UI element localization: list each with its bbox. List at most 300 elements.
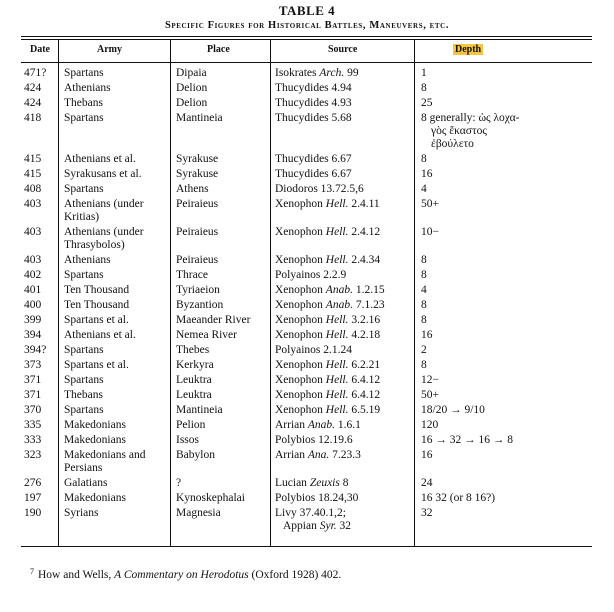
army-cell [64, 419, 126, 432]
place-line: Kerkyra [176, 359, 214, 371]
source-line [275, 97, 352, 110]
army-line: Makedonians [64, 492, 126, 504]
table-row [0, 374, 614, 389]
army-line: Spartans [64, 183, 104, 195]
date-value: 415 [24, 153, 42, 165]
table-body [0, 67, 614, 535]
source-author: Xenophon [275, 359, 326, 371]
table-row [0, 183, 614, 198]
place-line: Dipaia [176, 67, 207, 79]
army-cell [64, 97, 103, 110]
source-work: Hell. [325, 198, 349, 210]
source-cell [275, 198, 380, 211]
source-author: Polybios 12.19.6 [275, 434, 353, 446]
depth-line: 8 [421, 314, 427, 326]
army-line: Ten Thousand [64, 299, 130, 311]
source-ref: 32 [336, 520, 352, 532]
source-author: Xenophon [275, 299, 326, 311]
army-cell [64, 226, 144, 252]
place-cell [176, 507, 221, 520]
source-cell [275, 449, 361, 462]
table-row [0, 82, 614, 97]
date-cell [24, 507, 54, 520]
army-cell [64, 359, 129, 372]
place-line: Kynoskephalai [176, 492, 245, 504]
depth-line: 8 [421, 153, 427, 165]
date-cell [24, 269, 54, 282]
depth-cell [421, 492, 495, 505]
place-cell [176, 269, 208, 282]
table-row [0, 344, 614, 359]
place-line: Peiraieus [176, 254, 219, 266]
source-line [275, 477, 348, 490]
place-cell [176, 374, 212, 387]
place-line: Leuktra [176, 374, 212, 386]
date-value: 394 [24, 329, 42, 341]
date-cell [24, 359, 54, 372]
source-cell [275, 477, 348, 490]
date-cell [24, 183, 54, 196]
place-line: Tyriaeion [176, 284, 220, 296]
place-cell [176, 198, 218, 211]
army-line: Ten Thousand [64, 284, 130, 296]
place-line: ? [176, 477, 182, 489]
depth-line: 18/20 → 9/10 [421, 404, 485, 416]
source-author: Xenophon [275, 198, 326, 210]
depth-cell [421, 404, 485, 417]
place-cell [176, 183, 209, 196]
source-line [275, 183, 364, 196]
source-ref: 6.4.12 [348, 389, 381, 401]
place-line: Thebes [176, 344, 210, 356]
table-row [0, 112, 614, 153]
depth-cell [421, 359, 427, 372]
army-line: Athenians [64, 82, 111, 94]
date-value: 471? [24, 67, 47, 79]
army-cell [64, 389, 103, 402]
source-line [275, 344, 352, 357]
army-line: Spartans [64, 344, 104, 356]
place-cell [176, 299, 223, 312]
source-work: Anab. [325, 299, 353, 311]
army-line: Athenians [64, 254, 111, 266]
date-value: 415 [24, 168, 42, 180]
place-line: Magnesia [176, 507, 221, 519]
place-cell [176, 344, 209, 357]
source-ref: 2.4.12 [348, 226, 381, 238]
source-work: Hell. [325, 254, 349, 266]
date-value: 276 [24, 477, 42, 489]
army-cell [64, 477, 107, 490]
depth-line: γὸς ἕκαστος [431, 125, 487, 137]
source-author: Polybios 18.24,30 [275, 492, 359, 504]
source-ref: 7.1.23 [352, 299, 385, 311]
army-line: Syrakusans et al. [64, 168, 142, 180]
depth-cell [421, 329, 433, 342]
table-row [0, 97, 614, 112]
table-row [0, 507, 614, 535]
bottom-rule [21, 546, 592, 547]
source-cell [275, 359, 380, 372]
depth-cell [421, 507, 433, 520]
place-cell [176, 82, 207, 95]
place-cell [176, 97, 207, 110]
source-line [275, 314, 380, 327]
army-cell [64, 183, 104, 196]
source-author: Xenophon [275, 254, 326, 266]
depth-cell [421, 112, 520, 151]
source-ref: 6.2.21 [348, 359, 381, 371]
depth-cell [421, 183, 427, 196]
army-line: Spartans et al. [64, 359, 129, 371]
source-line [275, 520, 351, 533]
header-rule [21, 62, 592, 63]
source-author: Appian [275, 520, 320, 532]
source-line [275, 153, 352, 166]
source-cell [275, 389, 380, 402]
source-line [275, 226, 380, 239]
place-cell [176, 168, 218, 181]
date-cell [24, 434, 54, 447]
source-cell [275, 168, 352, 181]
date-cell [24, 153, 54, 166]
date-value: 335 [24, 419, 42, 431]
source-ref: 4.2.18 [348, 329, 381, 341]
army-cell [64, 168, 142, 181]
table-row [0, 299, 614, 314]
place-line: Delion [176, 82, 208, 94]
source-work: Hell. [325, 314, 349, 326]
army-cell [64, 284, 129, 297]
place-line: Leuktra [176, 389, 212, 401]
depth-line: 8 [421, 359, 427, 371]
source-author: Isokrates [275, 67, 320, 79]
date-value: 190 [24, 507, 42, 519]
table-row [0, 477, 614, 492]
army-cell [64, 507, 99, 520]
source-work: Hell. [325, 389, 349, 401]
header-army: Army [97, 44, 122, 55]
place-cell [176, 226, 218, 239]
army-cell [64, 153, 136, 166]
depth-line: 16 [421, 168, 433, 180]
table-row [0, 284, 614, 299]
army-line: Spartans [64, 112, 104, 124]
depth-line: 4 [421, 284, 427, 296]
army-cell [64, 449, 145, 475]
table-row [0, 254, 614, 269]
date-value: 323 [24, 449, 42, 461]
place-line: Syrakuse [176, 153, 219, 165]
army-cell [64, 299, 129, 312]
depth-line: 24 [421, 477, 433, 489]
source-line [275, 82, 352, 95]
place-line: Delion [176, 97, 208, 109]
source-author: Xenophon [275, 389, 326, 401]
date-cell [24, 404, 54, 417]
place-line: Issos [176, 434, 200, 446]
date-cell [24, 449, 54, 462]
source-line [275, 374, 380, 387]
table-row [0, 329, 614, 344]
header-place: Place [207, 44, 230, 55]
army-cell [64, 198, 144, 224]
source-author: Xenophon [275, 226, 326, 238]
source-line [275, 198, 380, 211]
source-line [275, 112, 352, 125]
place-line: Mantineia [176, 112, 223, 124]
depth-line: 4 [421, 183, 427, 195]
date-value: 402 [24, 269, 42, 281]
army-cell [64, 269, 104, 282]
date-value: 401 [24, 284, 42, 296]
depth-line: 2 [421, 344, 427, 356]
depth-cell [421, 254, 427, 267]
depth-line: 16 → 32 → 16 → 8 [421, 434, 513, 446]
army-cell [64, 434, 126, 447]
army-cell [64, 492, 126, 505]
army-line: Syrians [64, 507, 99, 519]
army-line: Thebans [64, 97, 103, 109]
source-cell [275, 329, 380, 342]
army-line: Thebans [64, 389, 103, 401]
place-line: Mantineia [176, 404, 223, 416]
source-cell [275, 299, 385, 312]
table-row [0, 168, 614, 183]
source-line [275, 67, 359, 80]
source-work: Anab. [307, 419, 336, 431]
source-cell [275, 434, 353, 447]
source-cell [275, 97, 352, 110]
army-cell [64, 344, 104, 357]
army-line: Spartans et al. [64, 314, 129, 326]
table-row [0, 419, 614, 434]
army-line: Spartans [64, 67, 104, 79]
army-cell [64, 82, 111, 95]
source-line [275, 419, 361, 432]
top-rule-inner [21, 39, 592, 40]
date-value: 371 [24, 389, 42, 401]
army-line: Spartans [64, 404, 104, 416]
table-header [21, 44, 592, 58]
table-row [0, 404, 614, 419]
source-cell [275, 226, 380, 239]
source-author: Arrian [275, 449, 308, 461]
date-cell [24, 168, 54, 181]
depth-line: 1 [421, 67, 427, 79]
table-row [0, 314, 614, 329]
army-line: Athenians (under [64, 198, 144, 210]
place-cell [176, 449, 215, 462]
date-value: 400 [24, 299, 42, 311]
depth-line: 8 generally: ὡς λοχα- [421, 112, 520, 124]
depth-line: 8 [421, 82, 427, 94]
source-ref: 6.4.12 [348, 374, 381, 386]
source-author: Thucydides 5.68 [275, 112, 352, 124]
source-cell [275, 344, 352, 357]
source-cell [275, 374, 380, 387]
depth-cell [421, 67, 427, 80]
depth-cell [421, 389, 439, 402]
date-value: 373 [24, 359, 42, 371]
depth-cell [421, 477, 433, 490]
source-work: Zeuxis [309, 477, 340, 489]
date-cell [24, 299, 54, 312]
source-author: Xenophon [275, 284, 326, 296]
depth-cell [421, 434, 513, 447]
source-cell [275, 507, 351, 533]
army-line: Thrasybolos) [64, 239, 125, 251]
date-value: 418 [24, 112, 42, 124]
footnote-marker: 7 [30, 567, 34, 576]
source-cell [275, 82, 352, 95]
place-cell [176, 112, 223, 125]
source-work: Syr. [319, 520, 337, 532]
army-line: Persians [64, 462, 103, 474]
depth-line: 8 [421, 269, 427, 281]
place-cell [176, 359, 214, 372]
date-value: 424 [24, 82, 42, 94]
place-cell [176, 492, 245, 505]
date-value: 371 [24, 374, 42, 386]
source-cell [275, 492, 358, 505]
date-cell [24, 198, 54, 211]
date-cell [24, 254, 54, 267]
source-work: Hell. [325, 329, 349, 341]
place-line: Thrace [176, 269, 208, 281]
table-row [0, 67, 614, 82]
depth-line: 25 [421, 97, 433, 109]
source-work: Anab. [325, 284, 353, 296]
army-line: Athenians (under [64, 226, 144, 238]
depth-line: 10− [421, 226, 439, 238]
source-ref: 1.2.15 [352, 284, 385, 296]
source-line [275, 329, 380, 342]
source-cell [275, 254, 380, 267]
source-work: Hell. [325, 374, 349, 386]
source-line [275, 284, 385, 297]
depth-line: 32 [421, 507, 433, 519]
date-value: 399 [24, 314, 42, 326]
depth-line: 16 32 (or 8 16?) [421, 492, 496, 504]
depth-cell [421, 449, 433, 462]
source-line [275, 449, 361, 462]
date-cell [24, 492, 54, 505]
date-cell [24, 329, 54, 342]
depth-cell [421, 299, 427, 312]
depth-cell [421, 97, 433, 110]
place-cell [176, 434, 199, 447]
date-cell [24, 226, 54, 239]
source-author: Thucydides 6.67 [275, 168, 352, 180]
source-ref: 7.23.3 [329, 449, 361, 461]
date-cell [24, 344, 54, 357]
place-line: Peiraieus [176, 226, 219, 238]
source-ref: 2.4.11 [348, 198, 380, 210]
source-work: Hell. [325, 359, 349, 371]
table-row [0, 198, 614, 226]
date-value: 403 [24, 198, 42, 210]
depth-line: 12− [421, 374, 439, 386]
place-cell [176, 477, 181, 490]
source-author: Lucian [275, 477, 310, 489]
army-cell [64, 112, 104, 125]
army-line: Athenians et al. [64, 153, 136, 165]
army-line: Makedonians and [64, 449, 146, 461]
date-value: 403 [24, 226, 42, 238]
header-source: Source [328, 44, 358, 55]
place-cell [176, 404, 223, 417]
place-cell [176, 284, 220, 297]
army-line: Galatians [64, 477, 108, 489]
date-value: 333 [24, 434, 42, 446]
date-cell [24, 112, 54, 125]
source-author: Polyainos 2.1.24 [275, 344, 352, 356]
army-cell [64, 314, 129, 327]
top-rule [21, 36, 592, 37]
depth-cell [421, 419, 438, 432]
source-author: Xenophon [275, 404, 326, 416]
date-cell [24, 97, 54, 110]
depth-line: 16 [421, 329, 433, 341]
footnote-rest: (Oxford 1928) 402. [248, 569, 342, 581]
place-cell [176, 389, 212, 402]
depth-cell [421, 374, 439, 387]
source-author: Polyainos 2.2.9 [275, 269, 347, 281]
source-work: Ana. [307, 449, 330, 461]
source-cell [275, 404, 380, 417]
source-line [275, 389, 380, 402]
source-author: Thucydides 6.67 [275, 153, 352, 165]
depth-cell [421, 284, 427, 297]
table-row [0, 389, 614, 404]
depth-cell [421, 269, 427, 282]
source-line [275, 507, 351, 520]
depth-cell [421, 226, 439, 239]
depth-line: 8 [421, 254, 427, 266]
place-line: Peiraieus [176, 198, 219, 210]
army-cell [64, 404, 104, 417]
source-line [275, 492, 358, 505]
source-cell [275, 183, 364, 196]
date-cell [24, 67, 54, 80]
header-date: Date [30, 44, 50, 55]
source-author: Diodoros 13.72.5,6 [275, 183, 364, 195]
table-row [0, 226, 614, 254]
table-subtitle: Specific Figures for Historical Battles, Maneuvers, etc. [164, 20, 450, 31]
place-cell [176, 67, 207, 80]
footnote-work: A Commentary on Herodotus [114, 569, 249, 581]
army-cell [64, 254, 111, 267]
army-line: Athenians et al. [64, 329, 136, 341]
source-cell [275, 269, 346, 282]
place-line: Byzantion [176, 299, 224, 311]
source-cell [275, 67, 359, 80]
place-line: Pelion [176, 419, 206, 431]
date-cell [24, 374, 54, 387]
source-cell [275, 314, 380, 327]
place-cell [176, 314, 250, 327]
source-cell [275, 153, 352, 166]
army-line: Makedonians [64, 419, 126, 431]
header-depth: Depth [455, 44, 482, 55]
source-ref: 2.4.34 [348, 254, 381, 266]
depth-line: 50+ [421, 389, 439, 401]
source-author: Xenophon [275, 374, 326, 386]
date-value: 408 [24, 183, 42, 195]
source-ref: 1.6.1 [335, 419, 361, 431]
date-cell [24, 314, 54, 327]
